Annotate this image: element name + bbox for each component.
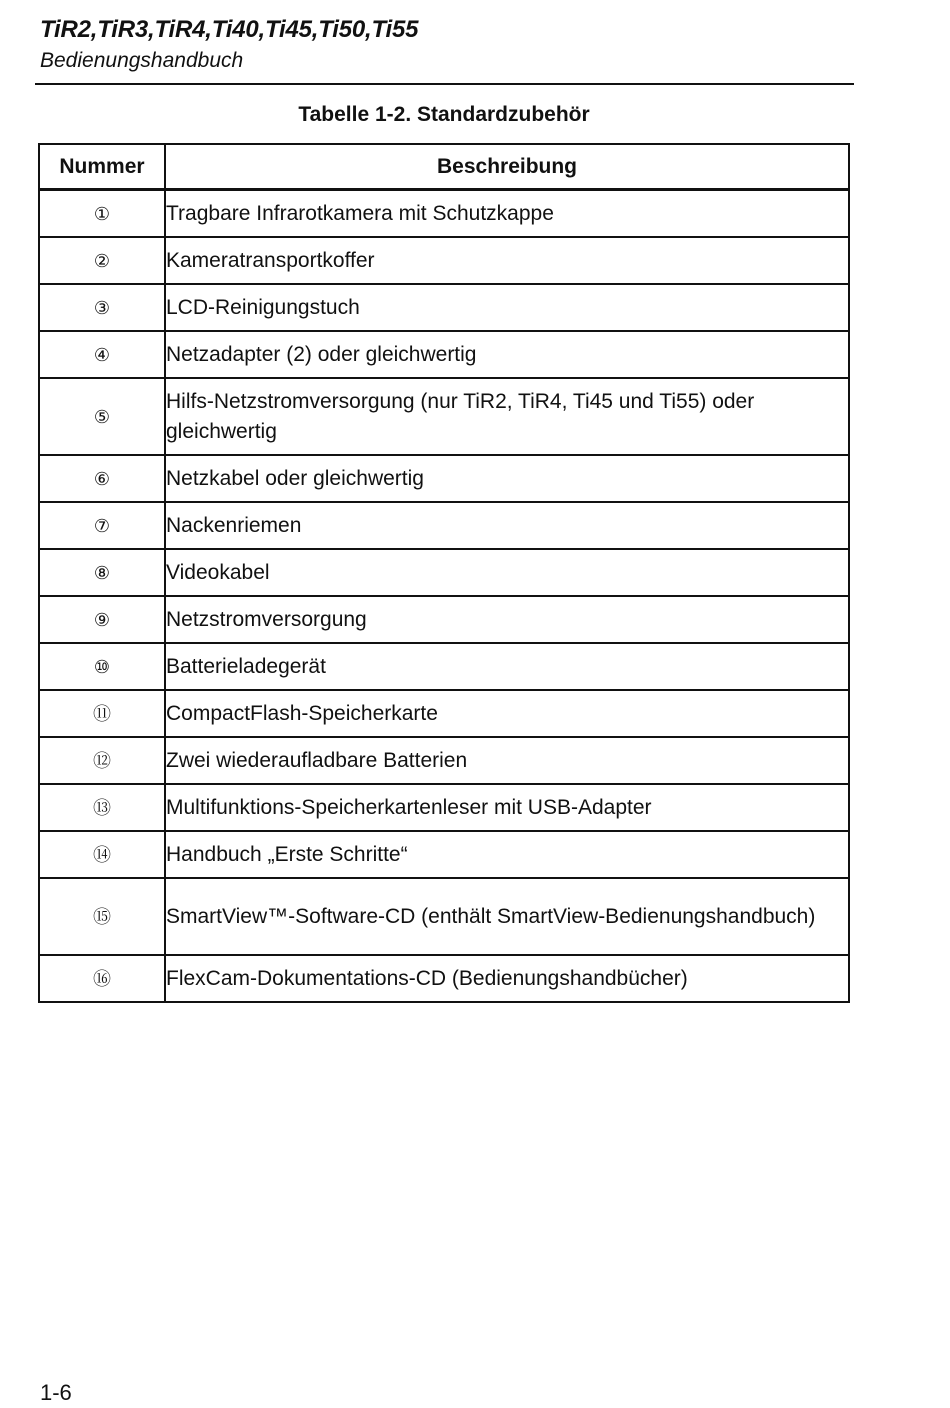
document-title: TiR2,TiR3,TiR4,Ti40,Ti45,Ti50,Ti55 xyxy=(40,16,419,43)
item-description: Videokabel xyxy=(165,549,849,596)
accessories-table xyxy=(38,143,850,1003)
table-row xyxy=(39,596,849,643)
item-number: ⑯ xyxy=(93,968,111,989)
item-number-cell xyxy=(39,378,165,455)
item-number-cell xyxy=(39,737,165,784)
item-description: LCD-Reinigungstuch xyxy=(165,284,849,331)
item-number-cell xyxy=(39,455,165,502)
item-description: CompactFlash-Speicherkarte xyxy=(165,690,849,737)
column-header-number: Nummer xyxy=(39,144,165,190)
item-description: Batterieladegerät xyxy=(165,643,849,690)
table-row xyxy=(39,190,849,238)
item-description: Zwei wiederaufladbare Batterien xyxy=(165,737,849,784)
table-row xyxy=(39,237,849,284)
page-header xyxy=(40,14,854,76)
item-number-cell xyxy=(39,784,165,831)
item-number: ③ xyxy=(93,297,111,318)
item-number-cell xyxy=(39,955,165,1002)
item-number-cell xyxy=(39,831,165,878)
document-subtitle: Bedienungshandbuch xyxy=(40,49,244,72)
table-row xyxy=(39,378,849,455)
item-number-cell xyxy=(39,549,165,596)
item-number-cell xyxy=(39,643,165,690)
item-description: FlexCam-Dokumentations-CD (Bedienungshandbücher) xyxy=(165,955,849,1002)
table-row xyxy=(39,502,849,549)
item-description: Hilfs-Netzstromversorgung (nur TiR2, TiR4, Ti45 und Ti55) oder gleichwertig xyxy=(165,378,849,455)
item-number: ⑮ xyxy=(93,906,111,927)
item-description: Tragbare Infrarotkamera mit Schutzkappe xyxy=(165,190,849,238)
table-row xyxy=(39,878,849,955)
item-description: Kameratransportkoffer xyxy=(165,237,849,284)
column-header-description: Beschreibung xyxy=(165,144,849,190)
item-number: ⑬ xyxy=(93,797,111,818)
table-row xyxy=(39,455,849,502)
table-row xyxy=(39,643,849,690)
table-row xyxy=(39,549,849,596)
table-header-row xyxy=(39,144,849,190)
item-number: ⑨ xyxy=(93,609,111,630)
item-number: ① xyxy=(93,203,111,224)
table-row xyxy=(39,284,849,331)
item-number: ④ xyxy=(93,344,111,365)
item-number-cell xyxy=(39,331,165,378)
table-row xyxy=(39,784,849,831)
item-description: Netzkabel oder gleichwertig xyxy=(165,455,849,502)
item-number: ⑧ xyxy=(93,562,111,583)
item-number: ⑪ xyxy=(93,703,111,724)
item-number-cell xyxy=(39,596,165,643)
item-number-cell xyxy=(39,878,165,955)
item-number: ⑤ xyxy=(93,406,111,427)
table-row xyxy=(39,690,849,737)
item-number-cell xyxy=(39,284,165,331)
table-row xyxy=(39,737,849,784)
table-caption: Tabelle 1-2. Standardzubehör xyxy=(298,103,590,126)
table-row xyxy=(39,955,849,1002)
item-number: ② xyxy=(93,250,111,271)
item-description: Multifunktions-Speicherkartenleser mit USB-Adapter xyxy=(165,784,849,831)
item-number: ⑥ xyxy=(93,468,111,489)
item-number-cell xyxy=(39,690,165,737)
item-description: Nackenriemen xyxy=(165,502,849,549)
item-description: Handbuch „Erste Schritte“ xyxy=(165,831,849,878)
item-number-cell xyxy=(39,237,165,284)
item-description: Netzadapter (2) oder gleichwertig xyxy=(165,331,849,378)
table-row xyxy=(39,831,849,878)
item-number: ⑭ xyxy=(93,844,111,865)
table-row xyxy=(39,331,849,378)
page-number: 1-6 xyxy=(40,1380,72,1405)
item-number-cell xyxy=(39,502,165,549)
item-number: ⑫ xyxy=(93,750,111,771)
item-number-cell xyxy=(39,190,165,238)
item-description: SmartView™-Software-CD (enthält SmartView-Bedienungshandbuch) xyxy=(165,878,849,955)
item-number: ⑩ xyxy=(93,656,111,677)
item-description: Netzstromversorgung xyxy=(165,596,849,643)
header-divider xyxy=(35,83,854,85)
item-number: ⑦ xyxy=(93,515,111,536)
